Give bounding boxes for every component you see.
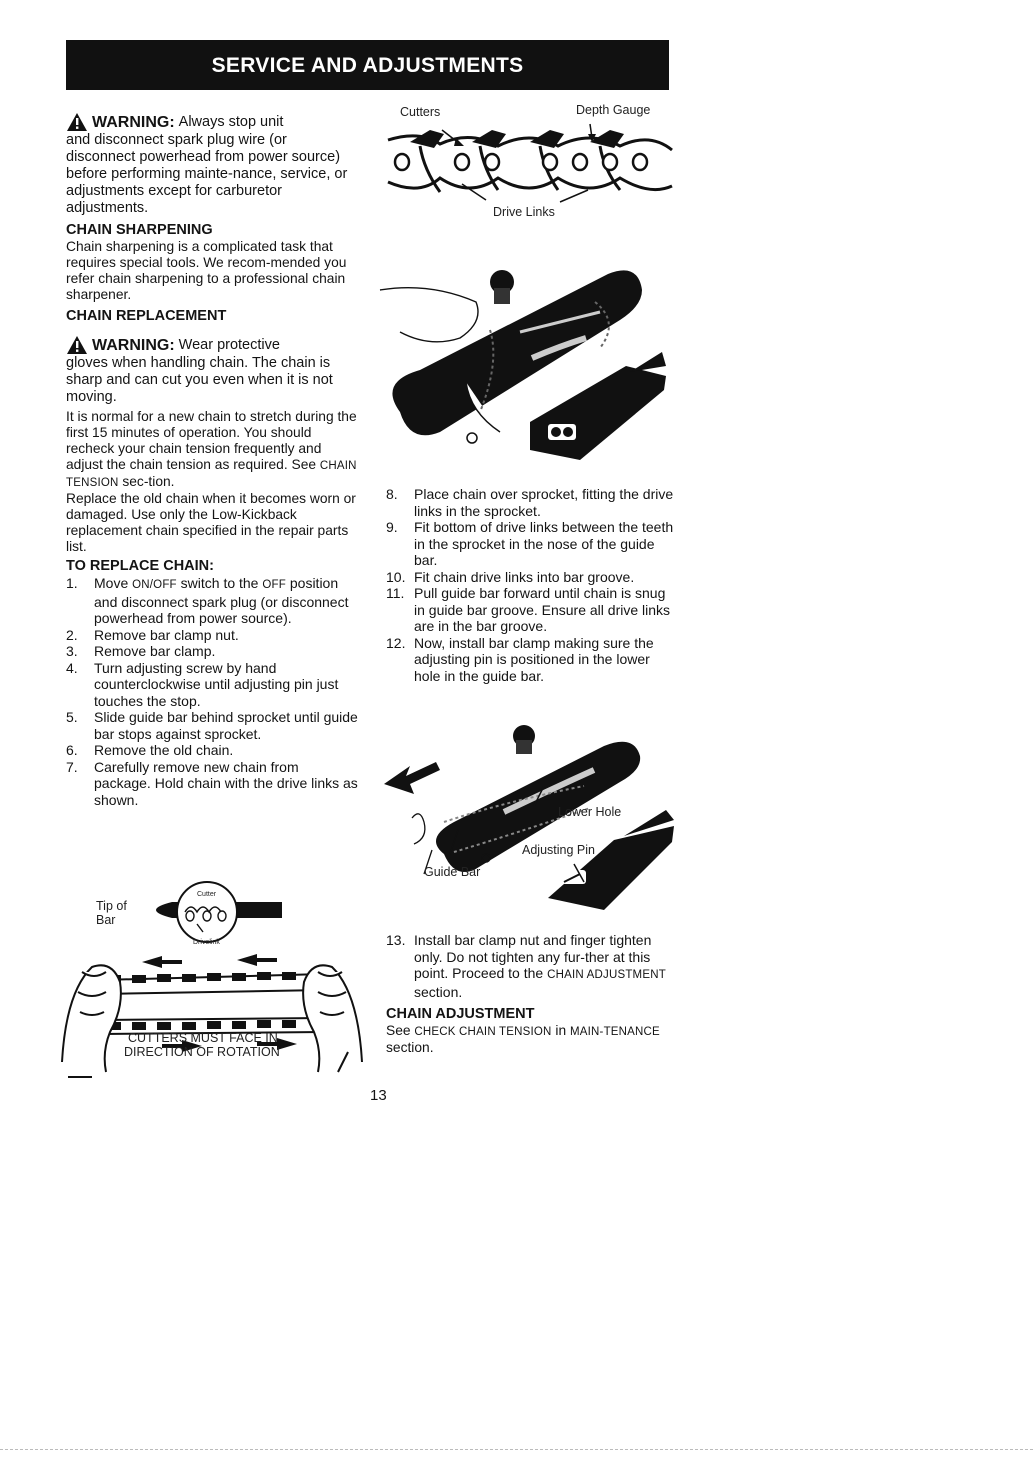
warning-text-first: Always stop unit [178,113,284,130]
list-item: 2. Remove bar clamp nut. [66,626,239,643]
list-item: 6. Remove the old chain. [66,742,234,758]
list-item: 13. Install bar clamp nut and finger tighten only. Do not tighten any fur-ther at this point. Proceed to the CHAIN ADJUSTMENT section. [386,932,666,1000]
bottom-divider [0,1449,1033,1451]
left-column [66,112,358,808]
right-steps-a [386,486,678,684]
cross-reference: CHAIN TENSION [66,460,357,489]
page-header [66,40,669,90]
warning-block-1 [66,112,358,217]
list-item: 10. Fit chain drive links into bar groove. [386,568,635,585]
chain-detail-illustration [380,120,680,210]
right-steps-b [386,932,678,1056]
adjustment-text: See CHECK CHAIN TENSION in MAIN-TENANCE section. [386,1023,660,1055]
warning-text: gloves when handling chain. The chain is sharp and can cut you even when it is not moving. [66,355,333,405]
cutter-label: Cutter [197,891,217,898]
warning-triangle-icon [66,335,88,355]
warning-label: WARNING: [92,113,175,131]
lower-hole-label: Lower Hole [558,805,622,819]
drive-links-label: Drive Links [493,205,555,219]
sharpening-text: Chain sharpening is a complicated task that requires special tools. We recom-mended you refer chain sharpening to a professional chain sharpener. [66,239,347,302]
warning-block-2 [66,335,358,406]
list-item: 9. Fit bottom of drive links between the teeth in the sprocket in the nose of the guide bar. [386,519,674,568]
section-heading-replacement: CHAIN REPLACEMENT [66,308,227,324]
cross-reference: CHECK CHAIN TENSION [414,1026,552,1038]
section-heading-to-replace: TO REPLACE CHAIN: [66,558,214,574]
list-item: 8. Place chain over sprocket, fitting the drive links in the sprocket. [386,486,674,519]
list-item: 3. Remove bar clamp. [66,643,216,659]
warning-triangle-icon [66,112,88,132]
replace-text: Replace the old chain when it becomes worn or damaged. Use only the Low-Kickback replacement chain specified in the repair parts list. [66,491,356,554]
cross-reference: CHAIN ADJUSTMENT [547,969,666,981]
guide-bar-label: Guide Bar [424,865,481,879]
direction-rotation-label: DIRECTION OF ROTATION [124,1045,280,1059]
warning-text-first: Wear protective [178,336,280,353]
bar-label: Bar [96,913,116,927]
warning-label: WARNING: [92,336,175,354]
drivelink-label: Drivelink [193,939,220,946]
list-item: 4. Turn adjusting screw by hand counterclockwise until adjusting pin just touches the stop. [66,659,339,709]
section-heading-sharpening: CHAIN SHARPENING [66,222,213,238]
list-item: 7. Carefully remove new chain from package. Hold chain with the drive links as shown. [66,758,358,808]
adjusting-pin-label: Adjusting Pin [522,843,595,857]
cutters-label: Cutters [400,105,441,119]
list-item: 12. Now, install bar clamp making sure the adjusting pin is positioned in the lower hole in the guide bar. [386,634,654,684]
replace-steps-list-continued [386,486,678,684]
replace-steps-list-final [386,932,678,1000]
cross-reference: MAIN-TENANCE [569,1026,660,1038]
sprocket-bar-illustration [380,262,670,480]
page-number: 13 [370,1087,387,1104]
replace-steps-list [66,575,358,808]
list-item: 5. Slide guide bar behind sprocket until guide bar stops against sprocket. [66,709,358,742]
warning-text: and disconnect spark plug wire (or disconnect powerhead from power source) before performing mainte-nance, service, or adjustments except for carburetor adjustments. [66,132,348,216]
section-heading-adjustment: CHAIN ADJUSTMENT [386,1006,535,1022]
page-title: SERVICE AND ADJUSTMENTS [211,53,524,77]
bar-clamp-illustration [384,722,674,918]
depth-gauge-label: Depth Gauge [576,103,651,117]
cutters-face-in-label: CUTTERS MUST FACE IN [128,1031,278,1045]
list-item: 11. Pull guide bar forward until chain is snug in guide bar groove. Ensure all drive links are in the bar groove. [386,585,671,634]
stretch-text: It is normal for a new chain to stretch during the first 15 minutes of operation. You should recheck your chain tension frequently and adjust the chain tension as required. See CHAIN TENSION sec-tion. [66,409,357,489]
tip-of-label: Tip of [96,899,127,913]
list-item: 1. Move ON/OFF switch to the OFF position and disconnect spark plug (or disconnect powerhead from power source). [66,575,349,626]
